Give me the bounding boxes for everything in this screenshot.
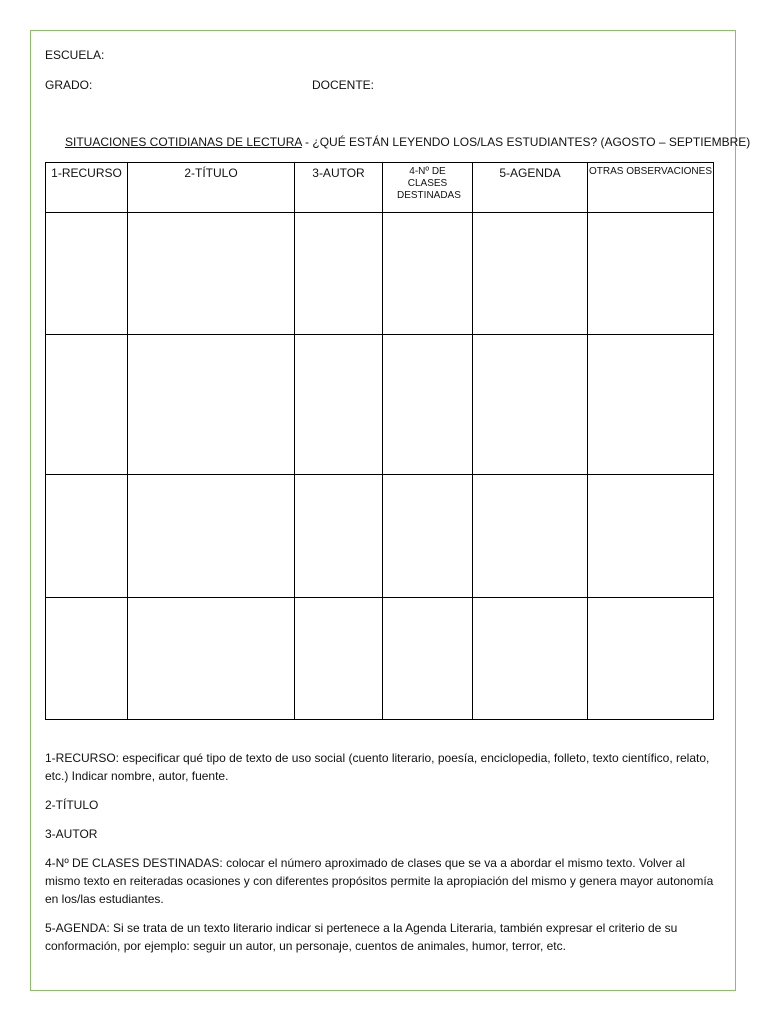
table-cell[interactable]	[128, 335, 295, 475]
title-underlined: SITUACIONES COTIDIANAS DE LECTURA	[65, 135, 302, 149]
table-cell[interactable]	[295, 598, 383, 720]
table-cell[interactable]	[295, 213, 383, 335]
note-titulo: 2-TÍTULO	[45, 798, 99, 812]
table-row	[46, 475, 714, 598]
table-header-row	[46, 163, 714, 213]
note-clases: 4-Nº DE CLASES DESTINADAS: colocar el número aproximado de clases que se va a abordar el mismo texto. Volver al mismo texto en reiteradas ocasiones y con diferentes propósitos permite la apropiación del mismo y genera mayor autonomía en los/las estudiantes.	[45, 856, 714, 906]
table-cell[interactable]	[473, 475, 588, 598]
column-header-clases: 4-Nº DE CLASES DESTINADAS	[383, 163, 473, 213]
note-recurso: 1-RECURSO: especificar qué tipo de texto de uso social (cuento literario, poesía, enciclopedia, folleto, texto científico, relato, etc.) Indicar nombre, autor, fuente.	[45, 751, 710, 783]
table-cell[interactable]	[128, 598, 295, 720]
table-cell[interactable]	[588, 213, 714, 335]
column-header-autor: 3-AUTOR	[295, 163, 383, 213]
table-cell[interactable]	[383, 475, 473, 598]
page-title	[65, 135, 751, 150]
column-header-titulo: 2-TÍTULO	[128, 163, 295, 213]
table-row	[46, 598, 714, 720]
table-cell[interactable]	[295, 335, 383, 475]
note-agenda: 5-AGENDA: Si se trata de un texto literario indicar si pertenece a la Agenda Literaria, también expresar el criterio de su conformación, por ejemplo: seguir un autor, un personaje, cuentos de animales, humor, terror, etc.	[45, 921, 678, 953]
table-cell[interactable]	[46, 213, 128, 335]
reading-table	[45, 162, 714, 720]
column-header-agenda: 5-AGENDA	[473, 163, 588, 213]
table-cell[interactable]	[588, 598, 714, 720]
table-cell[interactable]	[128, 213, 295, 335]
docente-label: DOCENTE:	[312, 78, 375, 92]
table-cell[interactable]	[588, 335, 714, 475]
table-row	[46, 335, 714, 475]
table-cell[interactable]	[473, 335, 588, 475]
column-header-observaciones: OTRAS OBSERVACIONES	[588, 163, 714, 213]
note-autor: 3-AUTOR	[45, 827, 98, 841]
table-row	[46, 213, 714, 335]
table-cell[interactable]	[383, 335, 473, 475]
table-cell[interactable]	[473, 213, 588, 335]
grado-label: GRADO:	[45, 78, 93, 92]
table-cell[interactable]	[46, 335, 128, 475]
escuela-label: ESCUELA:	[45, 48, 105, 62]
table-cell[interactable]	[588, 475, 714, 598]
table-cell[interactable]	[128, 475, 295, 598]
table-cell[interactable]	[473, 598, 588, 720]
table-cell[interactable]	[46, 598, 128, 720]
notes-section	[45, 749, 717, 966]
column-header-recurso: 1-RECURSO	[46, 163, 128, 213]
table-cell[interactable]	[383, 598, 473, 720]
table-cell[interactable]	[46, 475, 128, 598]
title-question: - ¿QUÉ ESTÁN LEYENDO LOS/LAS ESTUDIANTES? (AGOSTO – SEPTIEMBRE)	[301, 135, 751, 149]
table-cell[interactable]	[383, 213, 473, 335]
table-cell[interactable]	[295, 475, 383, 598]
